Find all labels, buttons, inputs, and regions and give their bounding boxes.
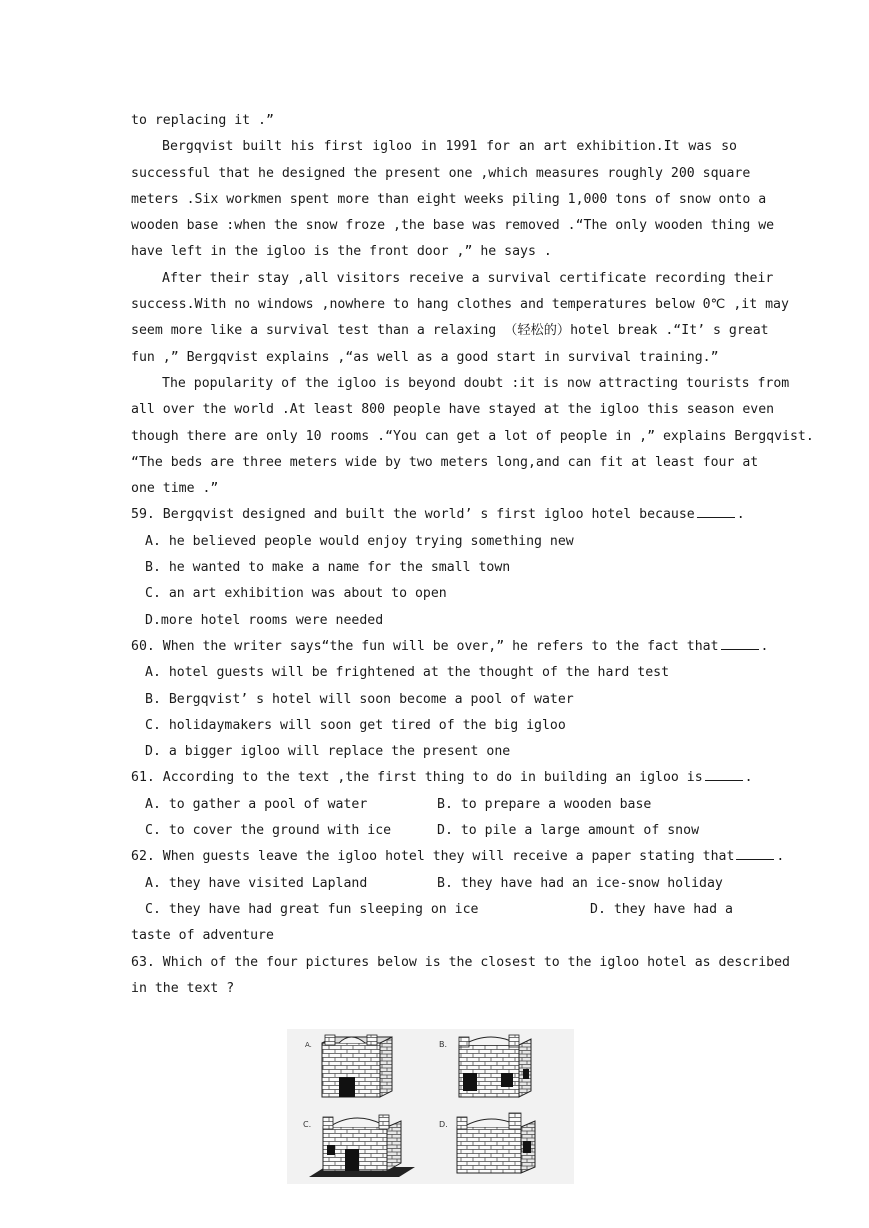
option-60-a[interactable]: A. hotel guests will be frightened at the thought of the hard test xyxy=(145,665,670,681)
text-line: successful that he designed the present one ,which measures roughly 200 square xyxy=(131,165,751,181)
picture-a[interactable] xyxy=(322,1035,392,1097)
text-line: all over the world .At least 800 people have stayed at the igloo this season even xyxy=(131,402,775,418)
answer-blank xyxy=(697,505,735,518)
text-line: have left in the igloo is the front door ,” he says . xyxy=(131,244,552,260)
text-line: After their stay ,all visitors receive a survival certificate recording their xyxy=(162,270,774,286)
text-line: to replacing it .” xyxy=(131,113,274,128)
option-62-d-continued: taste of adventure xyxy=(131,928,274,944)
text-line: success.With no windows ,nowhere to hang clothes and temperatures below 0℃ ,it may xyxy=(131,297,789,313)
text-line: wooden base :when the snow froze ,the base was removed .“The only wooden thing we xyxy=(131,218,775,234)
option-59-c[interactable]: C. an art exhibition was about to open xyxy=(145,586,447,602)
option-row xyxy=(131,871,737,897)
igloo-pictures-figure xyxy=(287,1029,574,1184)
option-59-a[interactable]: A. he believed people would enjoy trying something new xyxy=(145,533,574,549)
option-60-d[interactable]: D. a bigger igloo will replace the present one xyxy=(145,744,511,760)
picture-d-label: D. xyxy=(439,1120,448,1129)
answer-blank xyxy=(705,768,743,781)
option-61-d[interactable]: D. to pile a large amount of snow xyxy=(437,823,700,839)
option-row xyxy=(131,818,737,844)
picture-b-label: B. xyxy=(439,1040,448,1049)
question-62-stem: 62. When guests leave the igloo hotel they will receive a paper stating that . xyxy=(131,849,785,865)
option-row xyxy=(131,897,737,923)
option-59-d[interactable]: D.more hotel rooms were needed xyxy=(145,612,384,628)
option-60-b[interactable]: B. Bergqvist’ s hotel will soon become a pool of water xyxy=(145,691,574,707)
question-63-stem: 63. Which of the four pictures below is the closest to the igloo hotel as described xyxy=(131,954,790,970)
text-line: The popularity of the igloo is beyond doubt :it is now attracting tourists from xyxy=(162,375,790,391)
question-60-stem: 60. When the writer says“the fun will be over,” he refers to the fact that . xyxy=(131,638,769,654)
text-line: fun ,” Bergqvist explains ,“as well as a good start in survival training.” xyxy=(131,349,719,365)
option-62-d[interactable]: D. they have had a xyxy=(590,901,733,917)
option-60-c[interactable]: C. holidaymakers will soon get tired of the big igloo xyxy=(145,717,566,733)
question-59-stem: 59. Bergqvist designed and built the world’ s first igloo hotel because . xyxy=(131,507,745,523)
answer-blank xyxy=(736,847,774,860)
answer-blank xyxy=(721,637,759,650)
option-61-b[interactable]: B. to prepare a wooden base xyxy=(437,796,652,812)
picture-c-label: C. xyxy=(303,1120,312,1129)
option-62-a[interactable]: A. they have visited Lapland xyxy=(145,875,368,891)
option-61-a[interactable]: A. to gather a pool of water xyxy=(145,796,368,812)
document-body xyxy=(131,108,814,1002)
text-line: “The beds are three meters wide by two meters long,and can fit at least four at xyxy=(131,454,759,470)
option-row xyxy=(131,792,737,818)
question-61-stem: 61. According to the text ,the first thing to do in building an igloo is . xyxy=(131,770,753,786)
text-line: Bergqvist built his first igloo in 1991 for an art exhibition.It was so xyxy=(162,139,737,155)
text-line: seem more like a survival test than a relaxing （轻松的）hotel break .“It’ s great xyxy=(131,323,769,339)
question-63-stem-continued: in the text ? xyxy=(131,980,235,996)
picture-c[interactable] xyxy=(309,1115,415,1177)
option-61-c[interactable]: C. to cover the ground with ice xyxy=(145,823,392,839)
igloo-pictures-svg xyxy=(287,1029,574,1184)
picture-a-label: A. xyxy=(305,1041,312,1049)
text-line: one time .” xyxy=(131,481,219,497)
picture-b[interactable] xyxy=(459,1035,531,1097)
picture-d[interactable] xyxy=(457,1113,535,1173)
option-59-b[interactable]: B. he wanted to make a name for the small town xyxy=(145,560,511,576)
text-line: though there are only 10 rooms .“You can get a lot of people in ,” explains Bergqvist. xyxy=(131,428,814,444)
text-line: meters .Six workmen spent more than eight weeks piling 1,000 tons of snow onto a xyxy=(131,191,767,207)
option-62-c[interactable]: C. they have had great fun sleeping on ice xyxy=(145,901,479,917)
option-62-b[interactable]: B. they have had an ice-snow holiday xyxy=(437,875,723,891)
